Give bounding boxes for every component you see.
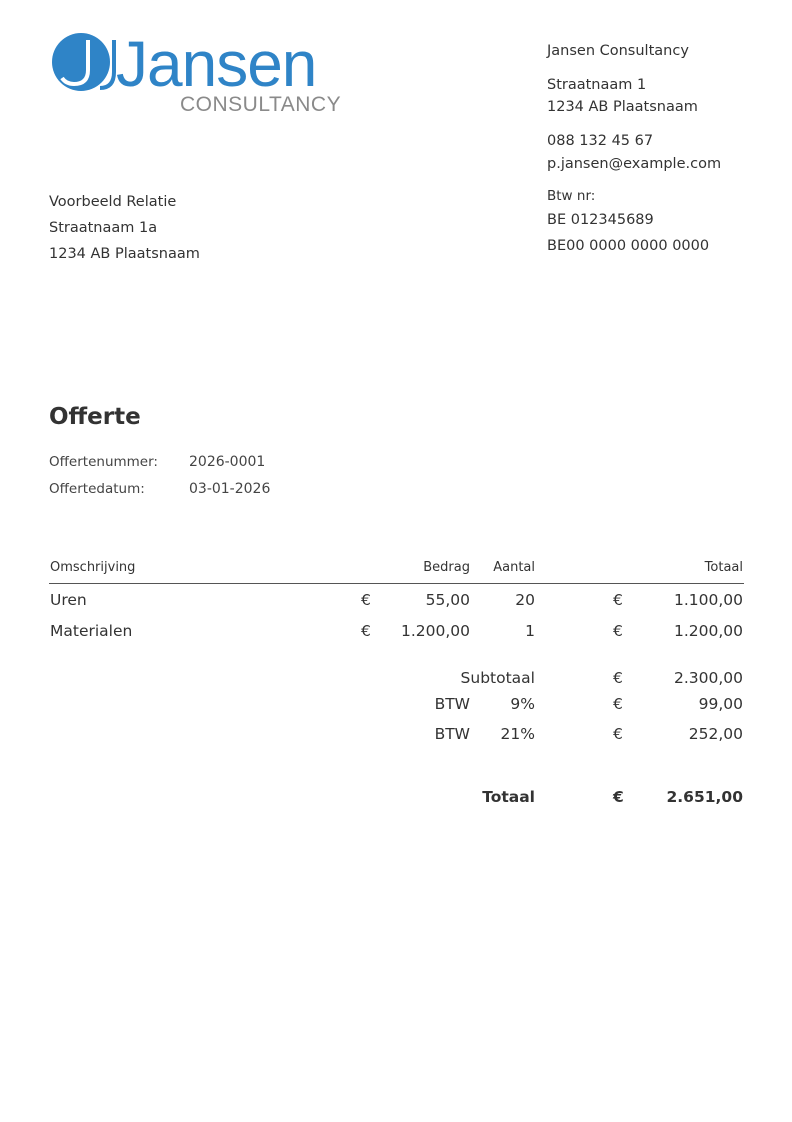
row-1-quantity: 20 — [515, 591, 535, 609]
row-2-currency: € — [361, 622, 371, 640]
row-2-total: 1.200,00 — [673, 622, 743, 640]
sender-email: p.jansen@example.com — [547, 156, 722, 172]
row-2-description: Materialen — [50, 622, 133, 640]
quote-number-label: Offertenummer: — [49, 454, 158, 470]
row-2-quantity: 1 — [525, 622, 535, 640]
vat-9-currency: € — [613, 695, 623, 713]
row-2-amount: 1.200,00 — [400, 622, 470, 640]
logo-subtitle: CONSULTANCY — [180, 93, 342, 116]
page-title: Offerte — [49, 404, 141, 430]
quote-date-value: 03-01-2026 — [189, 481, 271, 497]
row-1-total: 1.100,00 — [673, 591, 743, 609]
sender-vat-label: Btw nr: — [547, 188, 596, 204]
logo-monogram-icon — [52, 32, 122, 98]
recipient-postal-city: 1234 AB Plaatsnaam — [49, 246, 200, 262]
row-1-amount: 55,00 — [425, 591, 470, 609]
logo-wordmark: Jansen — [116, 28, 317, 100]
subtotal-label: Subtotaal — [460, 669, 535, 687]
table-header-divider — [49, 583, 744, 584]
grand-total-currency: € — [613, 788, 624, 806]
vat-9-label: BTW — [434, 695, 470, 713]
quote-number-value: 2026-0001 — [189, 454, 266, 470]
column-header-description: Omschrijving — [50, 560, 136, 575]
vat-9-value: 99,00 — [698, 695, 743, 713]
recipient-street: Straatnaam 1a — [49, 220, 158, 236]
row-1-description: Uren — [50, 591, 87, 609]
column-header-total: Totaal — [704, 560, 743, 575]
subtotal-currency: € — [613, 669, 623, 687]
sender-postal-city: 1234 AB Plaatsnaam — [547, 99, 698, 115]
grand-total-label: Totaal — [482, 788, 535, 806]
row-2-total-currency: € — [613, 622, 623, 640]
grand-total-value: 2.651,00 — [666, 788, 743, 806]
vat-21-value: 252,00 — [688, 725, 743, 743]
column-header-quantity: Aantal — [493, 560, 535, 575]
vat-21-currency: € — [613, 725, 623, 743]
quote-date-label: Offertedatum: — [49, 481, 145, 497]
recipient-name: Voorbeeld Relatie — [49, 194, 177, 210]
vat-21-label: BTW — [434, 725, 470, 743]
column-header-amount: Bedrag — [423, 560, 470, 575]
sender-vat-number: BE 012345689 — [547, 212, 654, 228]
vat-9-rate: 9% — [510, 695, 535, 713]
row-1-currency: € — [361, 591, 371, 609]
row-1-total-currency: € — [613, 591, 623, 609]
company-logo — [52, 28, 342, 122]
subtotal-value: 2.300,00 — [673, 669, 743, 687]
sender-phone: 088 132 45 67 — [547, 133, 654, 149]
sender-street: Straatnaam 1 — [547, 77, 647, 93]
sender-iban: BE00 0000 0000 0000 — [547, 238, 710, 254]
sender-company: Jansen Consultancy — [547, 43, 689, 59]
vat-21-rate: 21% — [500, 725, 535, 743]
